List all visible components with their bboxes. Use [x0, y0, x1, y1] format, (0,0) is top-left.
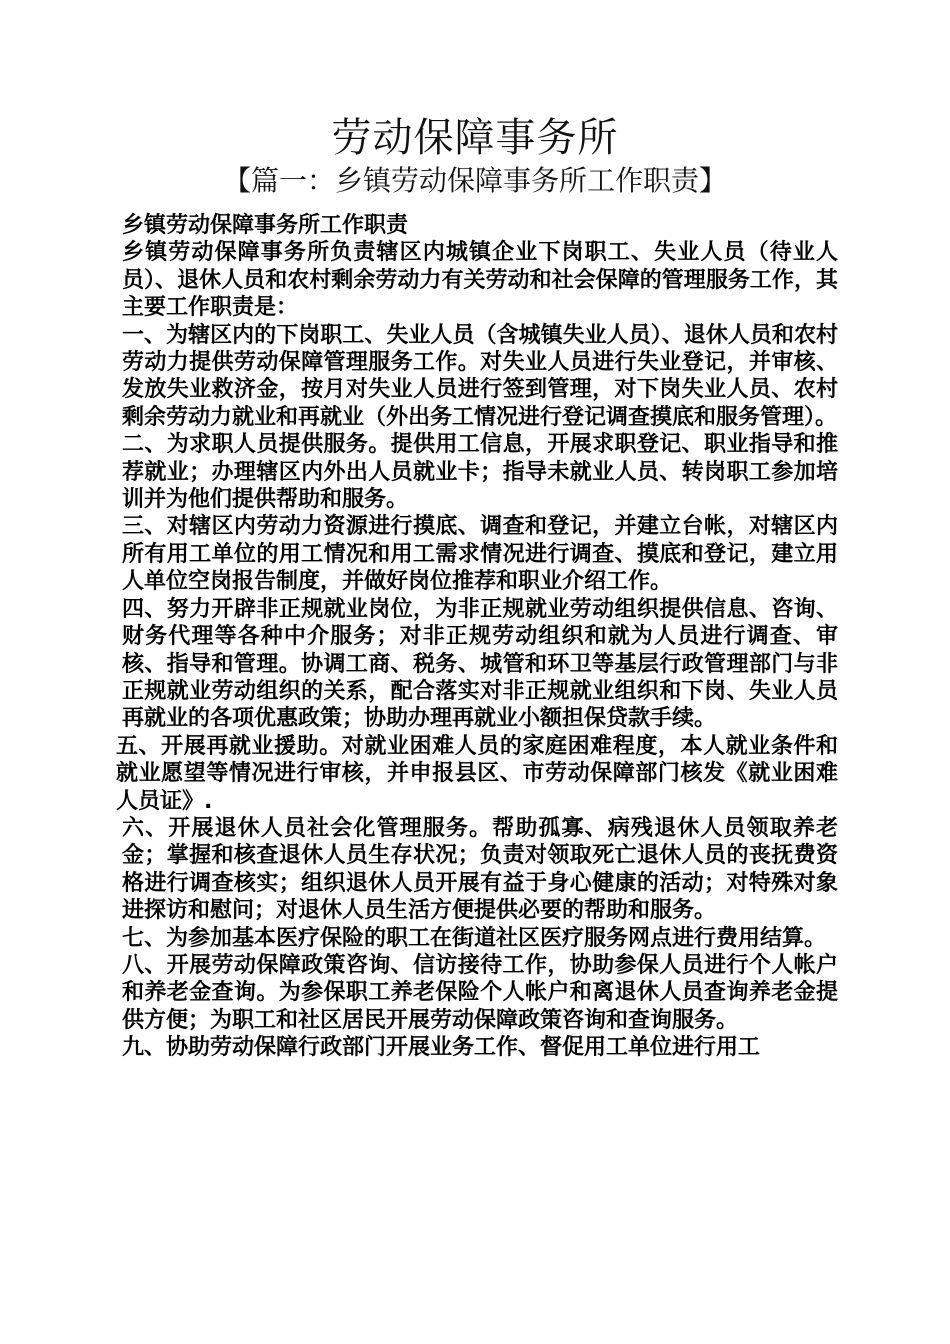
duty-paragraph-9: 九、协助劳动保障行政部门开展业务工作、督促用工单位进行用工	[122, 1035, 761, 1061]
section-heading: 乡镇劳动保障事务所工作职责	[122, 213, 409, 238]
document-title: 劳动保障事务所	[331, 115, 619, 161]
duty-paragraph-4: 四、努力开辟非正规就业岗位，为非正规就业劳动组织提供信息、咨询、财务代理等各种中介服务；对非正规劳动组织和就为人员进行调查、审核、指导和管理。协调工商、税务、城管和环卫等基层行政管理部门与非正规就业劳动组织的关系，配合落实对非正规就业组织和下岗、失业人员再就业的各项优惠政策；协助办理再就业小额担保贷款手续。	[122, 596, 838, 732]
document-subtitle: 【篇一：乡镇劳动保障事务所工作职责】	[222, 164, 727, 197]
intro-paragraph: 乡镇劳动保障事务所负责辖区内城镇企业下岗职工、失业人员（待业人员）、退休人员和农村剩余劳动力有关劳动和社会保障的管理服务工作，其主要工作职责是：	[122, 240, 838, 321]
duty-paragraph-1: 一、为辖区内的下岗职工、失业人员（含城镇失业人员）、退休人员和农村劳动力提供劳动保障管理服务工作。对失业人员进行失业登记，并审核、发放失业救济金，按月对失业人员进行签到管理，对下岗失业人员、农村剩余劳动力就业和再就业（外出务工情况进行登记调查摸底和服务管理）。	[122, 322, 838, 430]
duty-paragraph-3: 三、对辖区内劳动力资源进行摸底、调查和登记，并建立台帐，对辖区内所有用工单位的用工情况和用工需求情况进行调查、摸底和登记，建立用人单位空岗报告制度，并做好岗位推荐和职业介绍工作。	[122, 514, 838, 595]
duty-paragraph-6: 六、开展退休人员社会化管理服务。帮助孤寡、病残退休人员领取养老金；掌握和核查退休人员生存状况；负责对领取死亡退休人员的丧抚费资格进行调查核实；组织退休人员开展有益于身心健康的活动；对特殊对象进探访和慰问；对退休人员生活方便提供必要的帮助和服务。	[122, 815, 838, 924]
duty-paragraph-8: 八、开展劳动保障政策咨询、信访接待工作，协助参保人员进行个人帐户和养老金查询。为参保职工养老保险个人帐户和离退休人员查询养老金提供方便；为职工和社区居民开展劳动保障政策咨询和查询服务。	[122, 952, 838, 1033]
document-body	[116, 212, 838, 1062]
duty-paragraph-5: 五、开展再就业援助。对就业困难人员的家庭困难程度，本人就业条件和就业愿望等情况进行审核，并申报县区、市劳动保障部门核发《就业困难人员证》.	[116, 733, 838, 814]
duty-paragraph-7: 七、为参加基本医疗保险的职工在街道社区医疗服务网点进行费用结算。	[122, 925, 827, 951]
duty-paragraph-2: 二、为求职人员提供服务。提供用工信息，开展求职登记、职业指导和推荐就业；办理辖区内外出人员就业卡；指导未就业人员、转岗职工参加培训并为他们提供帮助和服务。	[122, 432, 838, 513]
